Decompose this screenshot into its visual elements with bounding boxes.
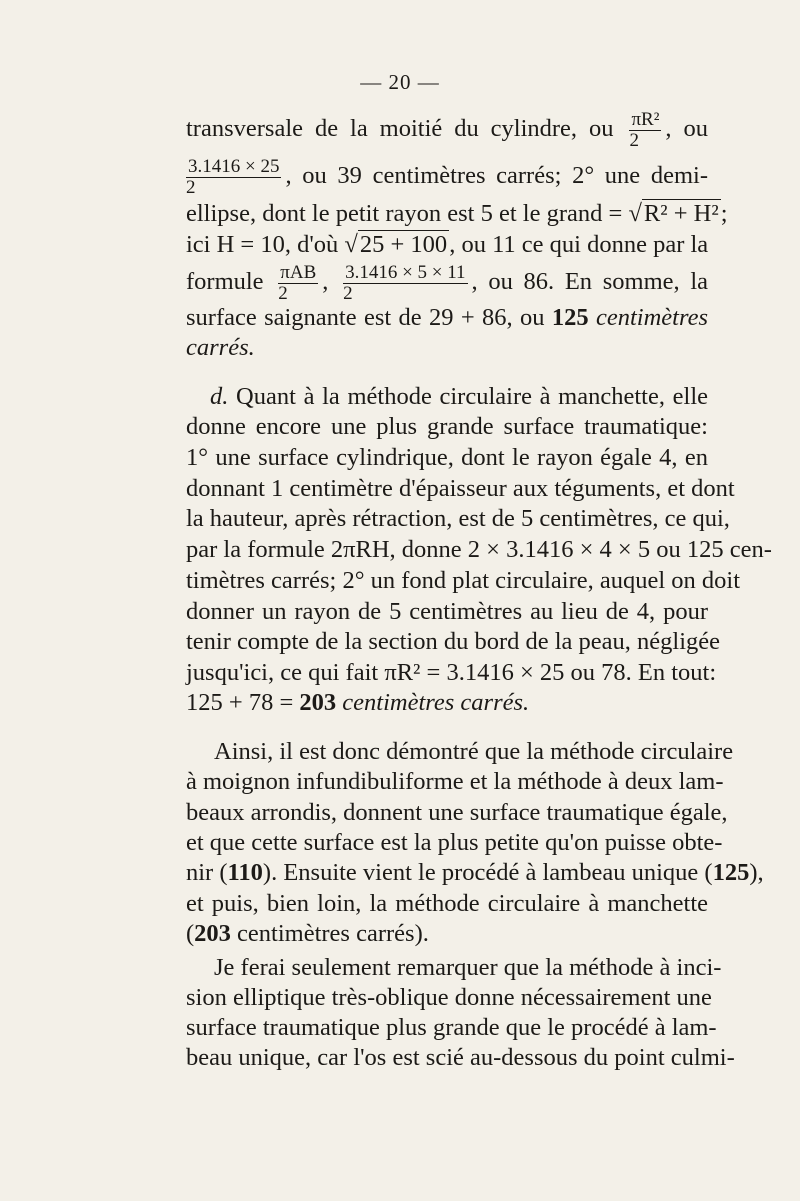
radicand: 25 + 100 [359, 231, 448, 258]
fraction-denominator: 2 [186, 177, 196, 198]
bold-number: 203 [194, 920, 231, 947]
text-line: surface traumatique plus grande que le procédé à lam- [186, 1014, 717, 1041]
fraction [629, 110, 661, 151]
text-line: par la formule 2πRH, donne 2 × 3.1416 × 4 × 5 ou 125 cen- [186, 536, 772, 563]
text-segment: ). Ensuite vient le procédé à lambeau unique ( [262, 859, 713, 886]
text-line: beaux arrondis, donnent une surface traumatique égale, [186, 799, 728, 826]
text-segment: surface saignante est de 29 + 86, ou [186, 304, 545, 331]
text-line [186, 157, 708, 198]
bold-number: 125 [551, 304, 589, 331]
text-line [186, 858, 764, 888]
text-line [186, 230, 708, 260]
bold-number: 125 [712, 859, 750, 886]
radicand: R² + H² [643, 200, 719, 227]
text-line [186, 688, 708, 718]
text-line: la hauteur, après rétraction, est de 5 centimètres, ce qui, [186, 505, 730, 532]
bold-number: 110 [227, 859, 263, 886]
text-line [186, 303, 708, 333]
text-line [186, 333, 708, 363]
fraction-numerator: πAB [280, 262, 317, 283]
text-segment: nir ( [186, 859, 228, 886]
text-line [186, 263, 708, 304]
italic-text: centimètres carrés. [342, 689, 530, 716]
text-segment: , ou 86. En somme, la [471, 268, 709, 296]
text-line: donnant 1 centimètre d'épaisseur aux téguments, et dont [186, 475, 735, 502]
bold-number: 203 [299, 689, 337, 716]
text-segment: formule [186, 268, 264, 296]
fraction-numerator: 3.1416 × 25 [188, 156, 280, 177]
text-segment: centimètres carrés). [230, 920, 429, 947]
text-line: à moignon infundibuliforme et la méthode à deux lam- [186, 768, 724, 795]
italic-text: carrés. [186, 334, 255, 361]
text-segment: ( [186, 920, 195, 947]
text-segment: ici H = 10, d'où √ [186, 231, 358, 258]
text-segment: ), [749, 859, 764, 886]
text-segment: ; [720, 200, 728, 227]
text-line [186, 199, 728, 229]
text-line: et que cette surface est la plus petite qu'on puisse obte- [186, 829, 723, 856]
text-segment: Quant à la méthode circulaire à manchette, elle [236, 383, 709, 410]
text-line: beau unique, car l'os est scié au-dessous du point culmi- [186, 1044, 735, 1071]
text-line: donne encore une plus grande surface traumatique: [186, 413, 708, 440]
fraction-numerator: 3.1416 × 5 × 11 [345, 262, 466, 283]
text-line [210, 382, 708, 412]
text-line: timètres carrés; 2° un fond plat circulaire, auquel on doit [186, 567, 741, 594]
text-line [186, 110, 708, 151]
text-line: sion elliptique très-oblique donne nécessairement une [186, 984, 712, 1011]
fraction [278, 263, 318, 304]
fraction-denominator: 2 [278, 283, 288, 304]
text-line: 1° une surface cylindrique, dont le rayon égale 4, en [186, 444, 708, 471]
text-line: tenir compte de la section du bord de la peau, négligée [186, 628, 721, 655]
text-segment: , ou 11 ce qui donne par la [449, 231, 709, 258]
fraction [343, 263, 467, 304]
fraction-denominator: 2 [629, 130, 639, 151]
text-segment: , [322, 268, 329, 296]
text-segment: , ou 39 centimètres carrés; 2° une demi- [285, 162, 708, 190]
page-number: — 20 — [360, 70, 440, 94]
text-line: Ainsi, il est donc démontré que la méthode circulaire [214, 738, 734, 765]
italic-text: d. [210, 383, 229, 410]
fraction-denominator: 2 [343, 283, 353, 304]
text-line: et puis, bien loin, la méthode circulaire à manchette [186, 890, 708, 917]
text-segment: ellipse, dont le petit rayon est 5 et le grand = √ [186, 200, 642, 227]
text-line: donner un rayon de 5 centimètres au lieu de 4, pour [186, 598, 708, 625]
text-line [186, 919, 708, 949]
text-segment: 125 + 78 = [186, 689, 294, 716]
text-line: jusqu'ici, ce qui fait πR² = 3.1416 × 25 ou 78. En tout: [186, 659, 717, 686]
italic-text: centimètres [595, 304, 709, 331]
fraction-numerator: πR² [631, 109, 660, 130]
text-line: Je ferai seulement remarquer que la méthode à inci- [214, 954, 722, 981]
text-segment: , ou [665, 115, 708, 143]
fraction [186, 157, 281, 198]
text-segment: transversale de la moitié du cylindre, ou [186, 115, 614, 143]
